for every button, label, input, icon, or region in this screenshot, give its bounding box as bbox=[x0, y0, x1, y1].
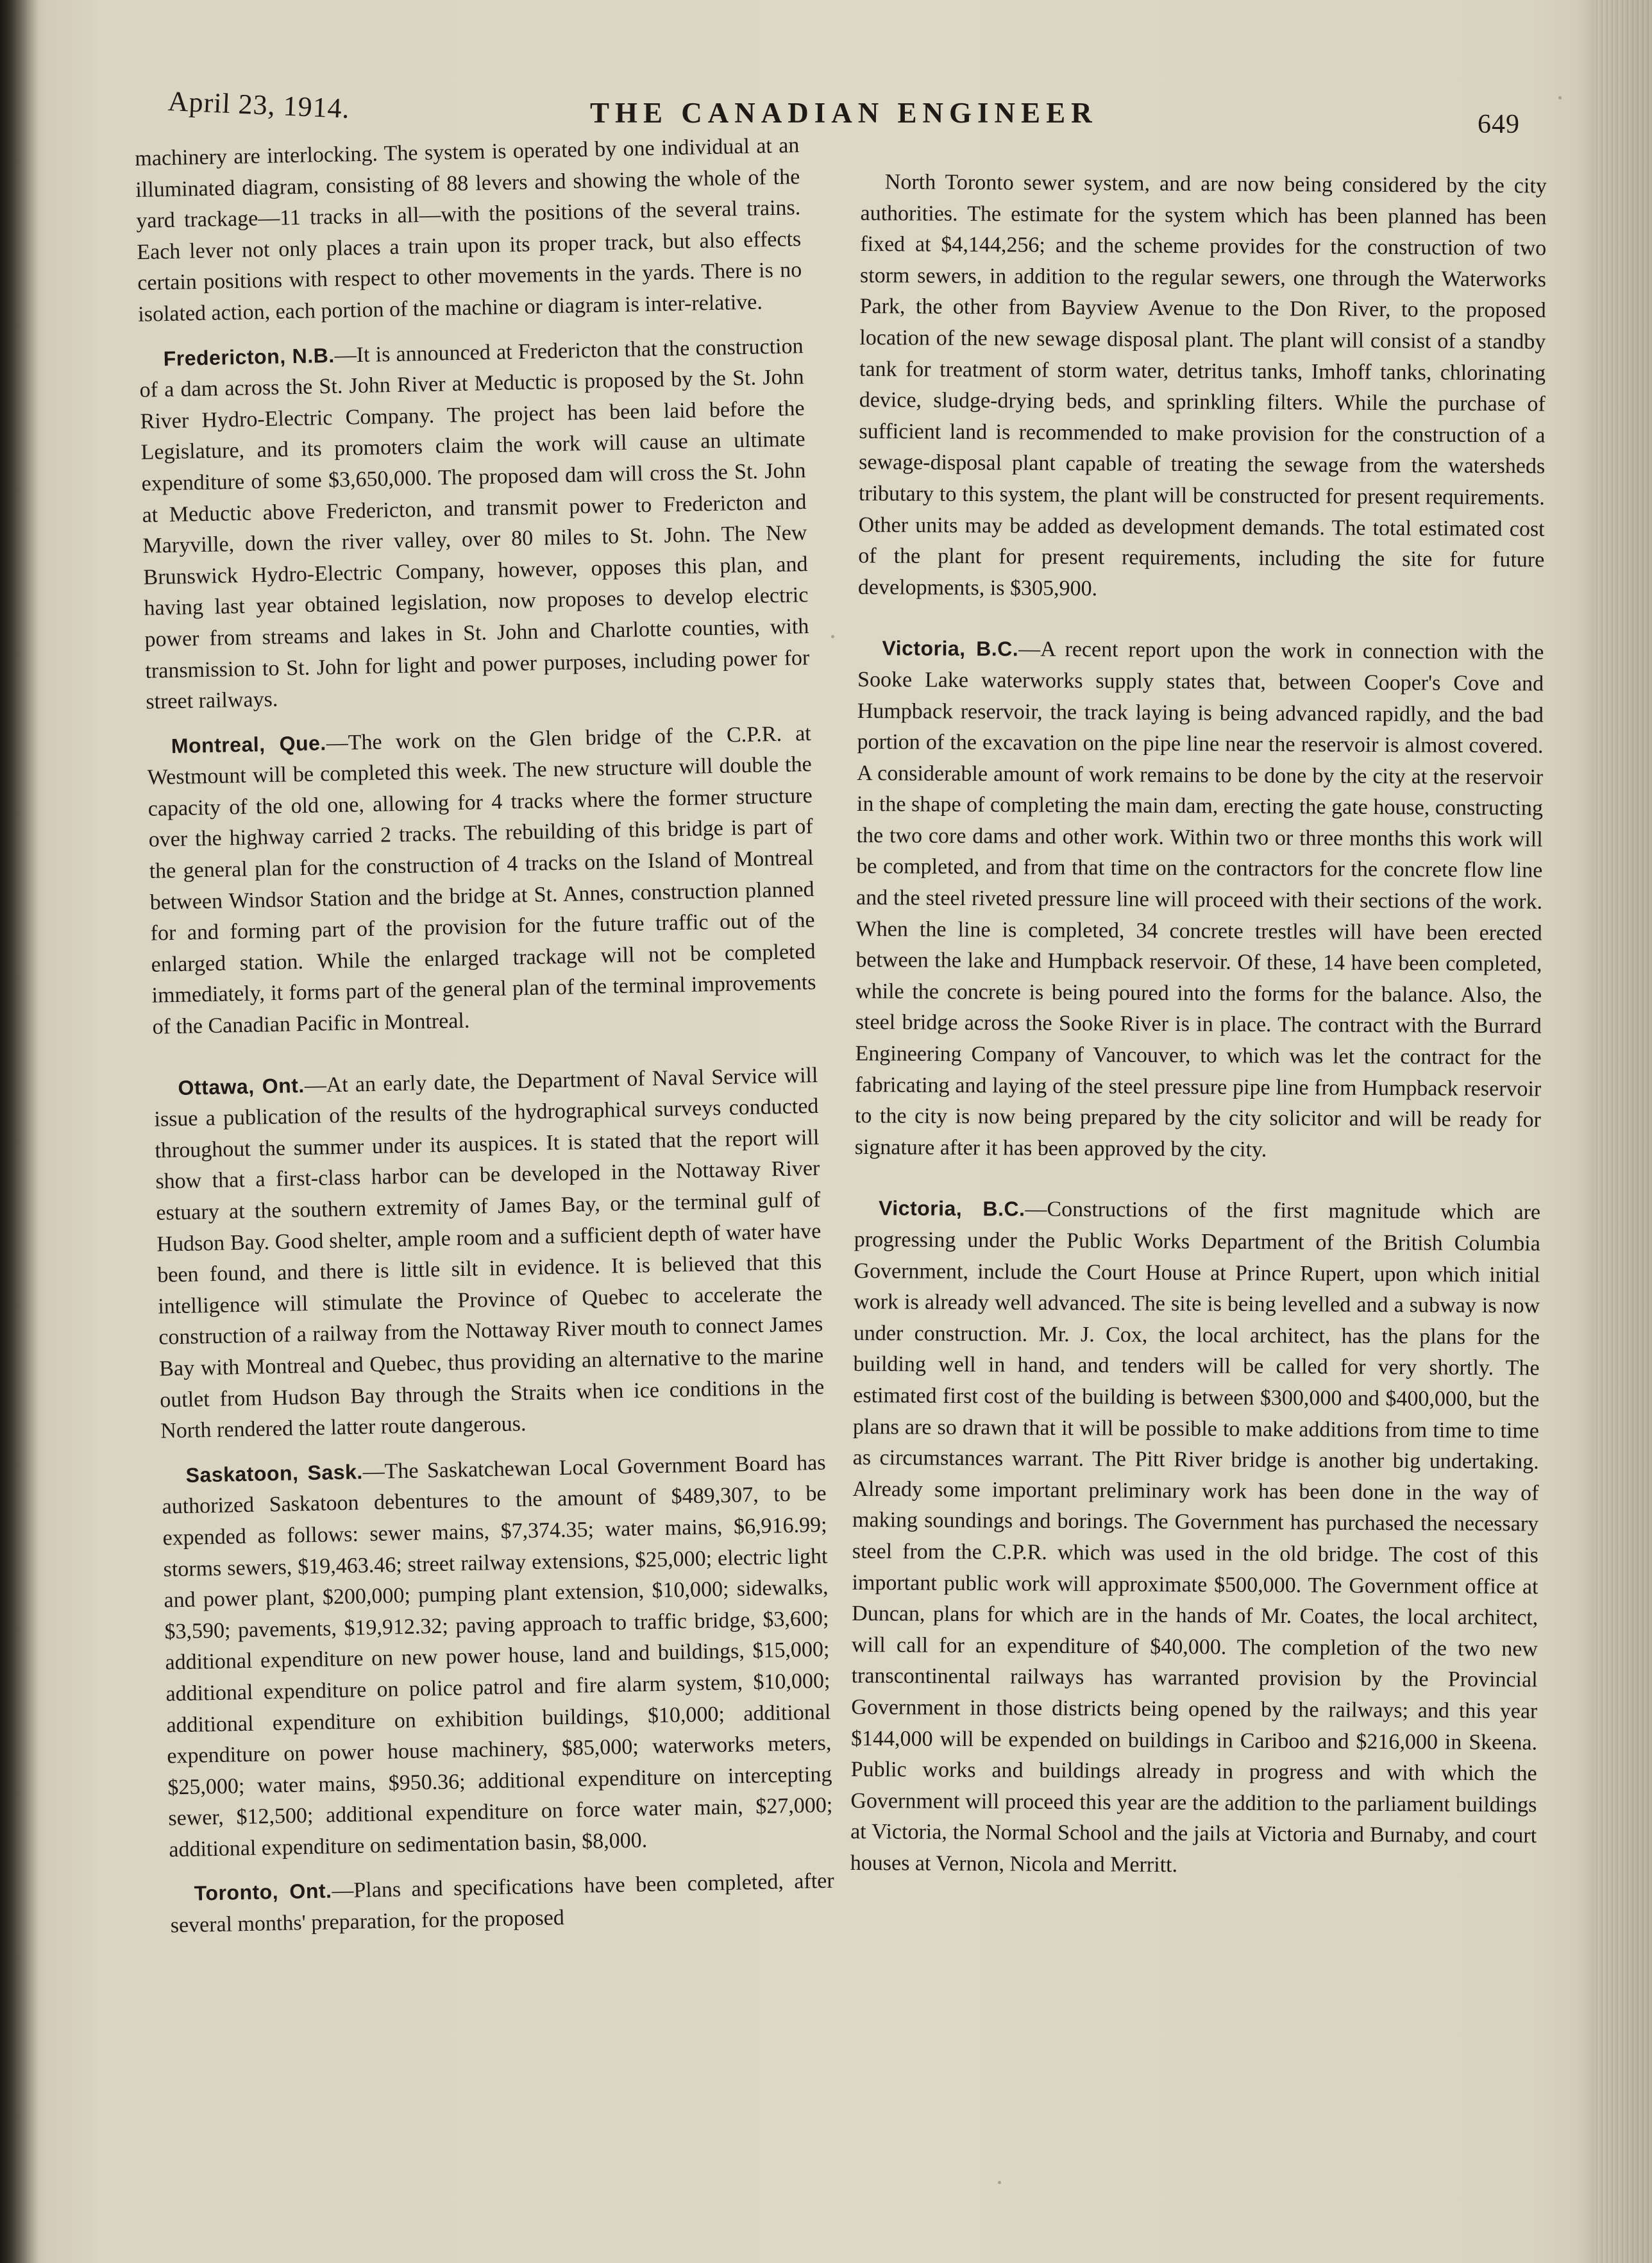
news-heading: Saskatoon, Sask. bbox=[185, 1460, 364, 1487]
news-item-toronto-continued: North Toronto sewer system, and are now being considered by the city authorities. The estimate for the system which has been planned has been fixed at $4,144,256; and the scheme provides for the construction of two storm sewers, in addition to the regular sewers, one through the Waterworks Park, the other from Bayview Avenue to the Don River, to the proposed location of the new sewage disposal plant. The plant will consist of a standby tank for treatment of storm water, detritus tanks, Imhoff tanks, chlorinating device, sludge-drying beds, and sprinkling filters. While the purchase of sufficient land is recommended to make provision for the construction of a sewage-disposal plant capable of treating the sewage from the watersheds tributary to this system, the plant will be constructed for present requirements. Other units may be added as development demands. The total estimated cost of the plant for present requirements, including the site for future developments, is $305,900. bbox=[857, 170, 1547, 600]
news-item-victoria-waterworks bbox=[855, 632, 1544, 1167]
paper-speck bbox=[831, 635, 834, 638]
news-body: —The work on the Glen bridge of the C.P.R. at Westmount will be completed this week. The new structure will double the capacity of the old one, allowing for 4 tracks where the former structure over the highway carried 2 tracks. The rebuilding of this bridge is part of the general plan for the construction of 4 tracks on the Island of Montreal between Windsor Station and the bridge at St. Annes, construction planned for and forming part of the provision for the future traffic out of the enlarged station. While the enlarged trackage will not be completed immediately, it forms part of the general plan of the terminal improvements of the Canadian Pacific in Montreal. bbox=[147, 721, 816, 1039]
news-item-fredericton bbox=[139, 330, 811, 718]
news-item-victoria-public-works bbox=[850, 1192, 1541, 1883]
news-body: —A recent report upon the work in connection with the Sooke Lake waterworks supply states that, between Cooper's Cove and Humpback reservoir, the track laying is being advanced rapidly, and the bad portion of the excavation on the pipe line near the reservoir is almost covered. A considerable amount of work remains to be done by the city at the reservoir in the shape of completing the main dam, erecting the gate house, constructing the two core dams and other work. Within two or three months this work will be completed, and from that time on the contractors for the concrete flow line and the steel riveted pressure line will proceed with their sections of the work. When the line is completed, 34 concrete trestles will have been erected between the lake and Humpback reservoir. Of these, 14 have been completed, while the concrete is being poured into the forms for the balance. Also, the steel bridge across the Sooke River is in place. The contract with the Burrard Engineering Company of Vancouver, to which was let the contract for the fabricating and laying of the steel pressure pipe line from Humpback reservoir to the city is now being prepared by the city solicitor and will be ready for signature after it has been approved by the city. bbox=[854, 637, 1544, 1162]
news-item-montreal bbox=[146, 718, 817, 1044]
binding-gutter-shadow bbox=[0, 0, 38, 2263]
news-heading: Victoria, B.C. bbox=[882, 636, 1019, 661]
page-edge-stack bbox=[1594, 0, 1652, 2263]
news-body: —Plans and specifications have been completed, after several months' preparation, for the proposed bbox=[170, 1869, 834, 1938]
news-item-saskatoon bbox=[161, 1447, 833, 1866]
news-item-toronto bbox=[169, 1865, 835, 1942]
journal-title: THE CANADIAN ENGINEER bbox=[590, 97, 1098, 129]
news-heading: Ottawa, Ont. bbox=[178, 1073, 305, 1099]
news-heading: Toronto, Ont. bbox=[194, 1879, 332, 1906]
issue-date: April 23, 1914. bbox=[167, 85, 351, 124]
news-heading: Montreal, Que. bbox=[171, 731, 327, 758]
right-column bbox=[850, 167, 1547, 1883]
news-body: —The Saskatchewan Local Government Board has authorized Saskatoon debentures to the amount of $489,307, to be expended as follows: sewer mains, $7,374.35; water mains, $6,916.99; storms sewers, $19,463.46; street railway extensions, $25,000; electric light and power plant, $200,000; pumping plant extension, $10,000; sidewalks, $3,590; pavements, $19,912.32; paving approach to traffic bridge, $3,600; additional expenditure on new power house, land and buildings, $15,000; additional expenditure on police patrol and fire alarm system, $10,000; additional expenditure on exhibition buildings, $10,000; additional expenditure on power house machinery, $85,000; waterworks meters, $25,000; water mains, $950.36; additional expenditure on intercepting sewer, $12,500; additional expenditure on force water main, $27,000; additional expenditure on sedimentation basin, $8,000. bbox=[162, 1450, 833, 1862]
paper-speck bbox=[998, 2181, 1001, 2184]
news-body: —It is announced at Fredericton that the construction of a dam across the St. John River at Meductic is proposed by the St. John River Hydro-Electric Company. The project has been laid before the Legislature, and its promoters claim the work will cause an ultimate expenditure of some $3,650,000. The proposed dam will cross the St. John at Meductic above Fredericton, and transmit power to Fredericton and Maryville, down the river valley, over 80 miles to St. John. The New Brunswick Hydro-Electric Company, however, opposes this plan, and having last year obtained legislation, now proposes to develop electric power from streams and lakes in St. John and Charlotte counties, with transmission to St. John for light and power purposes, including power for street railways. bbox=[139, 334, 810, 714]
running-header bbox=[0, 0, 1652, 154]
news-heading: Victoria, B.C. bbox=[878, 1196, 1025, 1221]
article-continuation: machinery are interlocking. The system is operated by one individual at an illuminated diagram, consisting of 88 levers and showing the whole of the yard trackage—11 tracks in all—with the positions of the several trains. Each lever not only places a train upon its proper track, but also effects certain positions with respect to other movements in the yards. There is no isolated action, each portion of the machine or diagram is inter-relative. bbox=[135, 133, 802, 326]
paper-speck bbox=[1558, 96, 1562, 99]
page-number: 649 bbox=[1478, 110, 1520, 139]
news-heading: Fredericton, N.B. bbox=[163, 343, 335, 370]
news-body: —Constructions of the first magnitude which are progressing under the Public Works Department of the British Columbia Government, include the Court House at Prince Rupert, upon which initial work is already well advanced. The site is being levelled and a subway is now under construction. Mr. J. Cox, the local architect, has the plans for the building well in hand, and tenders will be called for very shortly. The estimated first cost of the building is between $300,000 and $400,000, but the plans are so drawn that it will be possible to make additions from time to time as circumstances warrant. The Pitt River bridge is another big undertaking. Already some important preliminary work has been done in the way of making soundings and borings. The Government has purchased the necessary steel from the C.P.R. which was used in the old bridge. The cost of this important public work will approximate $500,000. The Government office at Duncan, plans for which are in the hands of Mr. Coates, the local architect, will call for an expenditure of $40,000. The completion of the two new transcontinental railways has warranted provision by the Provincial Government in those districts being opened by the railways; and this year $144,000 will be expended on buildings in Cariboo and $216,000 in Skeena. Public works and buildings already in progress and with which the Government will proceed this year are the addition to the parliament buildings at Victoria, the Normal School and the jails at Victoria and Burnaby, and court houses at Vernon, Nicola and Merritt. bbox=[850, 1198, 1541, 1877]
news-item-ottawa bbox=[153, 1060, 825, 1448]
left-column bbox=[135, 130, 835, 1942]
news-body: —At an early date, the Department of Naval Service will issue a publication of the results of the hydrographical surveys conducted throughout the summer under its auspices. It is stated that the report will show that a first-class harbor can be developed in the Nottaway River estuary at the southern extremity of James Bay, or the terminal gulf of Hudson Bay. Good shelter, ample room and a sufficient depth of water have been found, and there is little silt in evidence. It is believed that this intelligence will stimulate the Province of Quebec to accelerate the construction of a railway from the Nottaway River mouth to connect James Bay with Montreal and Quebec, thus providing an alternative to the marine outlet from Hudson Bay through the Straits when ice conditions in the North rendered the latter route dangerous. bbox=[154, 1063, 825, 1443]
